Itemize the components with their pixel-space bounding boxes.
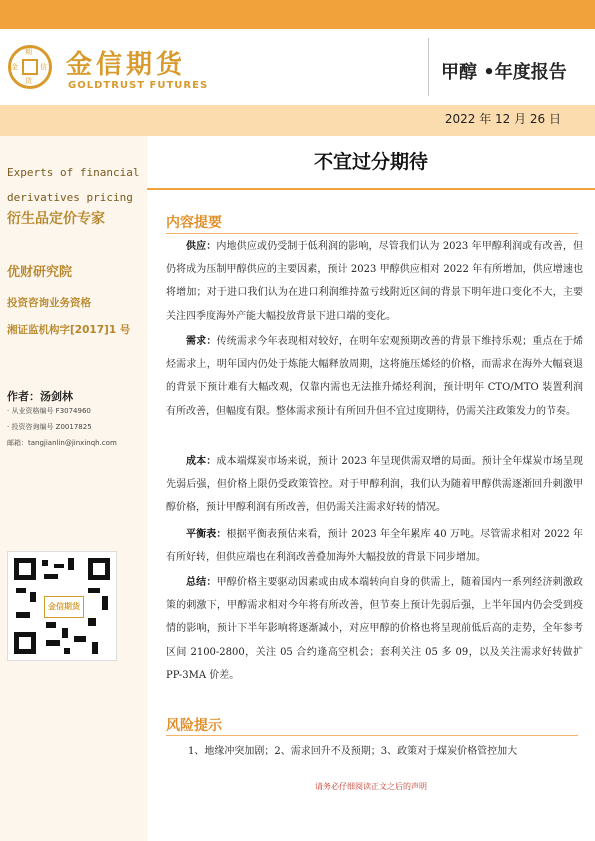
paragraph-text: 根据平衡表预估来看，预计 2023 年全年累库 40 万吨。尽管需求相对 2022 年有所好转，但供应端也在利润改善叠加海外大幅投放的背景下同步增加。 — [166, 529, 583, 564]
risk-heading: 风险提示 — [166, 718, 222, 734]
paragraph-summary — [166, 571, 583, 687]
risk-heading-rule — [166, 735, 578, 736]
summary-heading: 内容提要 — [166, 215, 222, 231]
paragraph-text: 内地供应或仍受制于低利润的影响，尽管我们认为 2023 年甲醇利润或有改善，但仍将成为压制甲醇供应的主要因素，预计 2023 甲醇供应相对 2022 年有所增加，供应增速也将增加；对于进口我们认为在进口利润维持盈亏线附近区间的背景下明年进口变化不大，主要关注四季度海外产能大幅投放背景下进口端的变化。 — [166, 241, 583, 322]
qualification-line-1: 投资咨询业务资格 — [7, 297, 91, 309]
paragraph-supply — [166, 235, 583, 328]
author-name: 作者：汤剑林 — [7, 390, 73, 403]
top-accent-bar — [0, 0, 595, 29]
header-divider — [428, 38, 429, 96]
institute-name: 优财研究院 — [7, 265, 73, 280]
qr-center-label: 金信期货 — [44, 596, 84, 618]
report-date: 2022 年 12 月 26 日 — [444, 112, 561, 126]
title-underline — [147, 188, 595, 190]
risk-text: 1、地缘冲突加剧；2、需求回升不及预期；3、政策对于煤炭价格管控加大 — [188, 746, 518, 757]
sidebar — [0, 136, 147, 841]
paragraph-label: 总结： — [186, 577, 217, 588]
paragraph-demand — [166, 330, 583, 423]
paragraph-balance — [166, 523, 583, 569]
author-email[interactable]: 邮箱：tangjianlin@jinxinqh.com — [7, 439, 117, 447]
report-type: 甲醇 •年度报告 — [441, 62, 567, 83]
report-title: 不宜过分期待 — [313, 151, 428, 173]
sidebar-tagline-cn: 衍生品定价专家 — [7, 211, 105, 227]
tagline-en-line-2: derivatives pricing — [7, 191, 133, 204]
qr-code-icon — [7, 551, 117, 661]
brand-name-en: GOLDTRUST FUTURES — [68, 80, 209, 91]
qualification-line-2: 湘证监机构字[2017]1 号 — [7, 324, 131, 336]
sidebar-tagline-en — [7, 160, 139, 210]
disclaimer-text: 请务必仔细阅读正文之后的声明 — [315, 782, 427, 791]
paragraph-label: 供应： — [186, 241, 217, 252]
brand-name-cn: 金信期货 — [66, 50, 187, 80]
author-cert-2: · 投资咨询编号 Z0017825 — [7, 423, 92, 431]
paragraph-label: 需求： — [186, 336, 217, 347]
paragraph-text: 成本端煤炭市场来说，预计 2023 年呈现供需双增的局面。预计全年煤炭市场呈现先弱后强，但价格上限仍受政策管控。对于甲醇利润，我们认为随着甲醇供需逐渐回升刺激甲醇价格，预计甲醇利润有所改善，但仍需关注需求好转的情况。 — [166, 456, 583, 514]
author-cert-1: · 从业资格编号 F3074960 — [7, 407, 91, 415]
paragraph-text: 甲醇价格主要驱动因素或由成本端转向自身的供需上，随着国内一系列经济刺激政策的刺激下，甲醇需求相对今年将有所改善，但节奏上预计先弱后强，上半年国内仍会受到疫情的影响，预计下半年影响将逐渐减小，对应甲醇的价格也将呈现前低后高的走势，全年参考区间 2100-2800，关注 05 合约逢高空机会；套利关注 05 多 09，以及关注需求好转做扩 PP-3MA 价差。 — [166, 577, 584, 681]
brand-logo-icon: 期 货 金 信 — [8, 45, 52, 89]
paragraph-label: 成本： — [186, 456, 217, 467]
paragraph-cost — [166, 450, 583, 520]
summary-heading-rule — [166, 233, 578, 234]
tagline-en-line-1: Experts of financial — [7, 166, 140, 179]
paragraph-text: 传统需求今年表现相对较好，在明年宏观预期改善的背景下维持乐观；重点在于烯烃需求上，明年国内仍处于炼能大幅释放周期，这将施压烯烃的价格，而需求在海外大幅衰退的背景下预计难有大幅改观，仅靠内需也无法推升烯烃利润，预计明年 CTO/MTO 装置利润有所改善，但幅度有限。整体需求预计有所回升但不宜过度期待，仍需关注政策发力的节奏。 — [166, 336, 584, 417]
paragraph-label: 平衡表： — [186, 529, 227, 540]
